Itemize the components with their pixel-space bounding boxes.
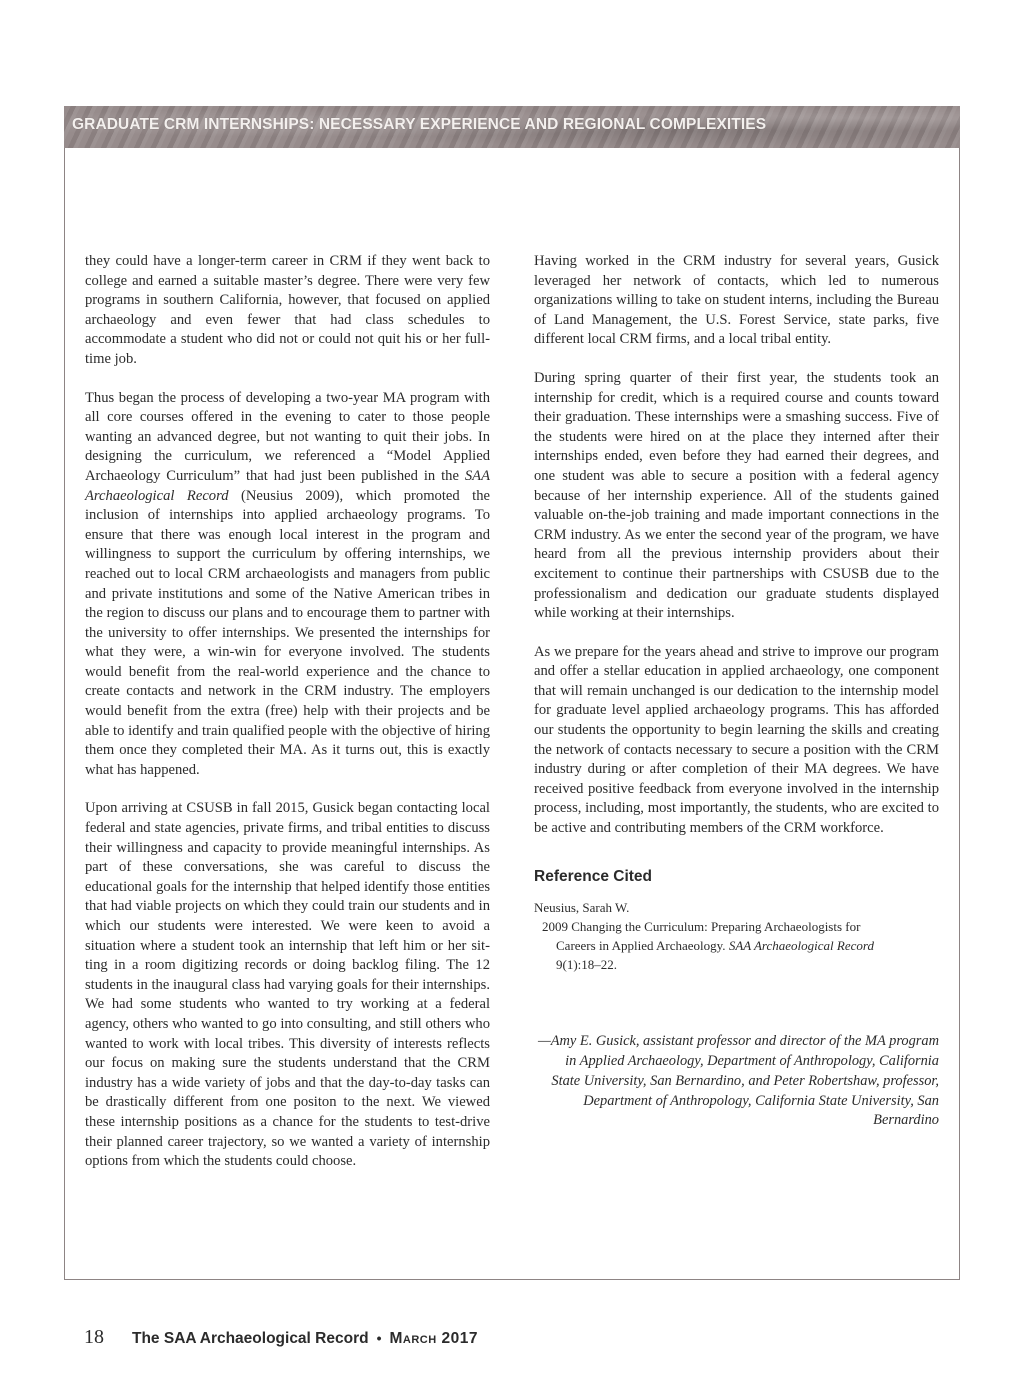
author-signature: —Amy E. Gusick, assistant professor and director of the MA program in Applied Archaeology, Department of Anthropology, California State University, San Bernardino, and Peter Robertshaw, professor, Department of Anthropology, California State University, San Bernardino	[537, 1033, 939, 1129]
reference-line-2-start: Careers in Applied Archaeology.	[556, 938, 729, 954]
right-paragraph-1: Having worked in the CRM industry for several years, Gusick leveraged her network of contacts, which led to numerous organizations willing to take on student interns, including the Bureau of Land Management, the U.S. Forest Service, state parks, five different local CRM firms, and a local tribal entity.	[534, 253, 939, 348]
right-paragraph-3: As we prepare for the years ahead and strive to improve our program and offer a stellar education in applied archaeology, one component that will remain unchanged is our dedication to the internship model for graduate level applied archaeology programs. This has afforded our students the opportunity to begin learning the skills and creating the network of contacts necessary to secure a position with the CRM industry during or after completion of their MA degrees. We have received positive feedback from everyone involved in the internship process, including, most importantly, the students, who are excited to be active and contributing members of the CRM workforce.	[534, 643, 939, 837]
journal-title-italic: SAA Archaeological Record	[85, 467, 490, 504]
reference-entry	[542, 917, 939, 974]
left-paragraph-1: they could have a longer-term career in CRM if they went back to college and earned a suitable master’s degree. There were very few programs in southern California, however, that focused on applied archaeology and even fewer that had class schedules to accommodate a student who did not or could not quit his or her full-time job.	[85, 253, 490, 367]
journal-name: The SAA Archaeological Record	[132, 1330, 369, 1347]
left-paragraph-2	[85, 389, 490, 781]
reference-line-3: 9(1):18–22.	[556, 957, 618, 973]
section-banner	[64, 106, 960, 148]
left-paragraph-2-end: (Neusius 2009), which promoted the inclusion of internships into applied archaeology programs. To ensure that there was enough local interest in the program and willingness to support the curriculum by offering internships, we reached out to local CRM archaeologists and managers from public and private institutions and some of the Native American tribes in the region to discuss our plans and to encourage them to partner with the university to offer internships. We presented the internships for what they were, a win-win for everyone involved. The students would benefit from the real-world experience and the chance to create contacts and network in the CRM industry. The employers would benefit from the extra (free) help with their projects and be able to identify and train qualified people with the objective of hiring them once they completed their MA. As it turns out, this is exactly what has happened.	[85, 487, 490, 778]
reference-journal-italic: SAA Archaeological Record	[728, 938, 874, 954]
reference-line-1: 2009 Changing the Curriculum: Preparing Archaeologists for	[542, 919, 861, 935]
page-footer	[84, 1326, 478, 1349]
right-column	[534, 252, 939, 1131]
left-paragraph-3: Upon arriving at CSUSB in fall 2015, Gusick began contacting local federal and state agencies, private firms, and tribal entities to discuss their willingness and capacity to provide meaningful internships. As part of these conversations, she was careful to discuss the educational goals for the internship that helped identify those entities that had viable projects on which they could train our students and in which our students were interested. We were keen to avoid a situation where a student took an internship that left him or her sitting in a room digitizing records or doing backlog filing. The 12 students in the inaugural class had varying goals for their internships. We had some students who wanted to try working at a federal agency, others who wanted to go into consulting, and still others who wanted to work with local tribes. This diversity of interests reflects our focus on making sure the students understand that the CRM industry has a wide variety of jobs and that the day-to-day tasks can be drastically different from one positon to the next. We viewed these internship positions as a chance for the students to test-drive their planned career trajectory, so we wanted a variety of internship options from which the students could choose.	[85, 800, 490, 1170]
reference-heading: Reference Cited	[534, 867, 653, 885]
footer-bullet: •	[376, 1330, 382, 1346]
banner-title: GRADUATE CRM INTERNSHIPS: NECESSARY EXPERIENCE AND REGIONAL COMPLEXITIES	[72, 116, 767, 133]
issue-date: March 2017	[389, 1330, 478, 1347]
reference-line-2	[542, 936, 939, 955]
left-column	[85, 252, 490, 1191]
page-number: 18	[84, 1326, 104, 1348]
reference-author: Neusius, Sarah W.	[534, 900, 630, 916]
left-paragraph-2-start: Thus began the process of developing a two-year MA program with all core courses offered in the evening to cater to those people wanting an advanced degree, but not wanting to quit their jobs. In designing the curriculum, we referenced a “Model Applied Archaeology Curriculum” that had just been published in the	[85, 389, 490, 484]
right-paragraph-2: During spring quarter of their first year, the students took an internship for credit, which is a required course and counts toward their graduation. These internships were a smashing success. Five of the students were hired on at the place they interned after their internships ended, even before they had earned their degrees, and one student was able to secure a position with a federal agency because of her internship experience. All of the students gained valuable on-the-job training and made important connections in the CRM industry. As we enter the second year of the program, we have heard from all the previous internship providers about their excitement to continue their partnerships with CSUSB due to the professionalism and dedication our graduate students displayed while working at their internships.	[534, 369, 939, 622]
